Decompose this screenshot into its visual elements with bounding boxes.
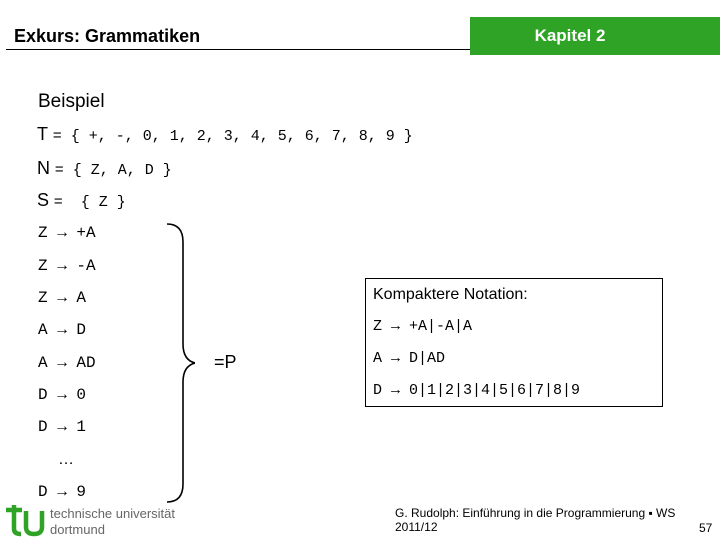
header-divider: [6, 49, 476, 50]
curly-brace-icon: [165, 222, 195, 504]
compact-rule: D → 0|1|2|3|4|5|6|7|8|9: [373, 382, 581, 399]
set-symbol: T: [37, 124, 48, 144]
production-rule: Z → +A: [38, 224, 96, 242]
production-rule: D → 9: [38, 483, 87, 501]
chapter-badge: [470, 17, 720, 55]
production-rule: A → D: [38, 321, 87, 339]
notation-title: Kompaktere Notation:: [373, 286, 528, 303]
set-symbol: S: [37, 190, 50, 210]
production-rule: A → AD: [38, 354, 96, 372]
terminal-set: [37, 124, 413, 145]
set-symbol: N: [37, 158, 50, 178]
page-number: 57: [699, 521, 713, 535]
university-city: dortmund: [50, 522, 105, 537]
production-rule: Z → A: [38, 289, 87, 307]
set-definition: = { Z }: [53, 194, 126, 211]
university-name: technische universität: [50, 506, 176, 521]
compact-rule: Z → +A|-A|A: [373, 318, 473, 335]
nonterminal-set: [37, 158, 172, 179]
set-definition: = { Z, A, D }: [54, 162, 172, 179]
section-heading: Beispiel: [38, 91, 105, 112]
slide-title: Exkurs: Grammatiken: [14, 26, 201, 46]
ellipsis: …: [58, 451, 74, 468]
production-rule: Z → -A: [38, 257, 96, 275]
tu-logo-icon: [4, 503, 48, 537]
production-rule: D → 1: [38, 418, 87, 436]
footer-citation: G. Rudolph: Einführung in die Programmierung ▪ WS 2011/12: [395, 506, 676, 534]
set-definition: = { +, -, 0, 1, 2, 3, 4, 5, 6, 7, 8, 9 }: [52, 128, 413, 145]
start-set: [37, 190, 126, 211]
chapter-label: Kapitel 2: [534, 26, 606, 45]
production-rule: D → 0: [38, 386, 87, 404]
production-set-label: =P: [214, 352, 237, 372]
compact-rule: A → D|AD: [373, 350, 446, 367]
